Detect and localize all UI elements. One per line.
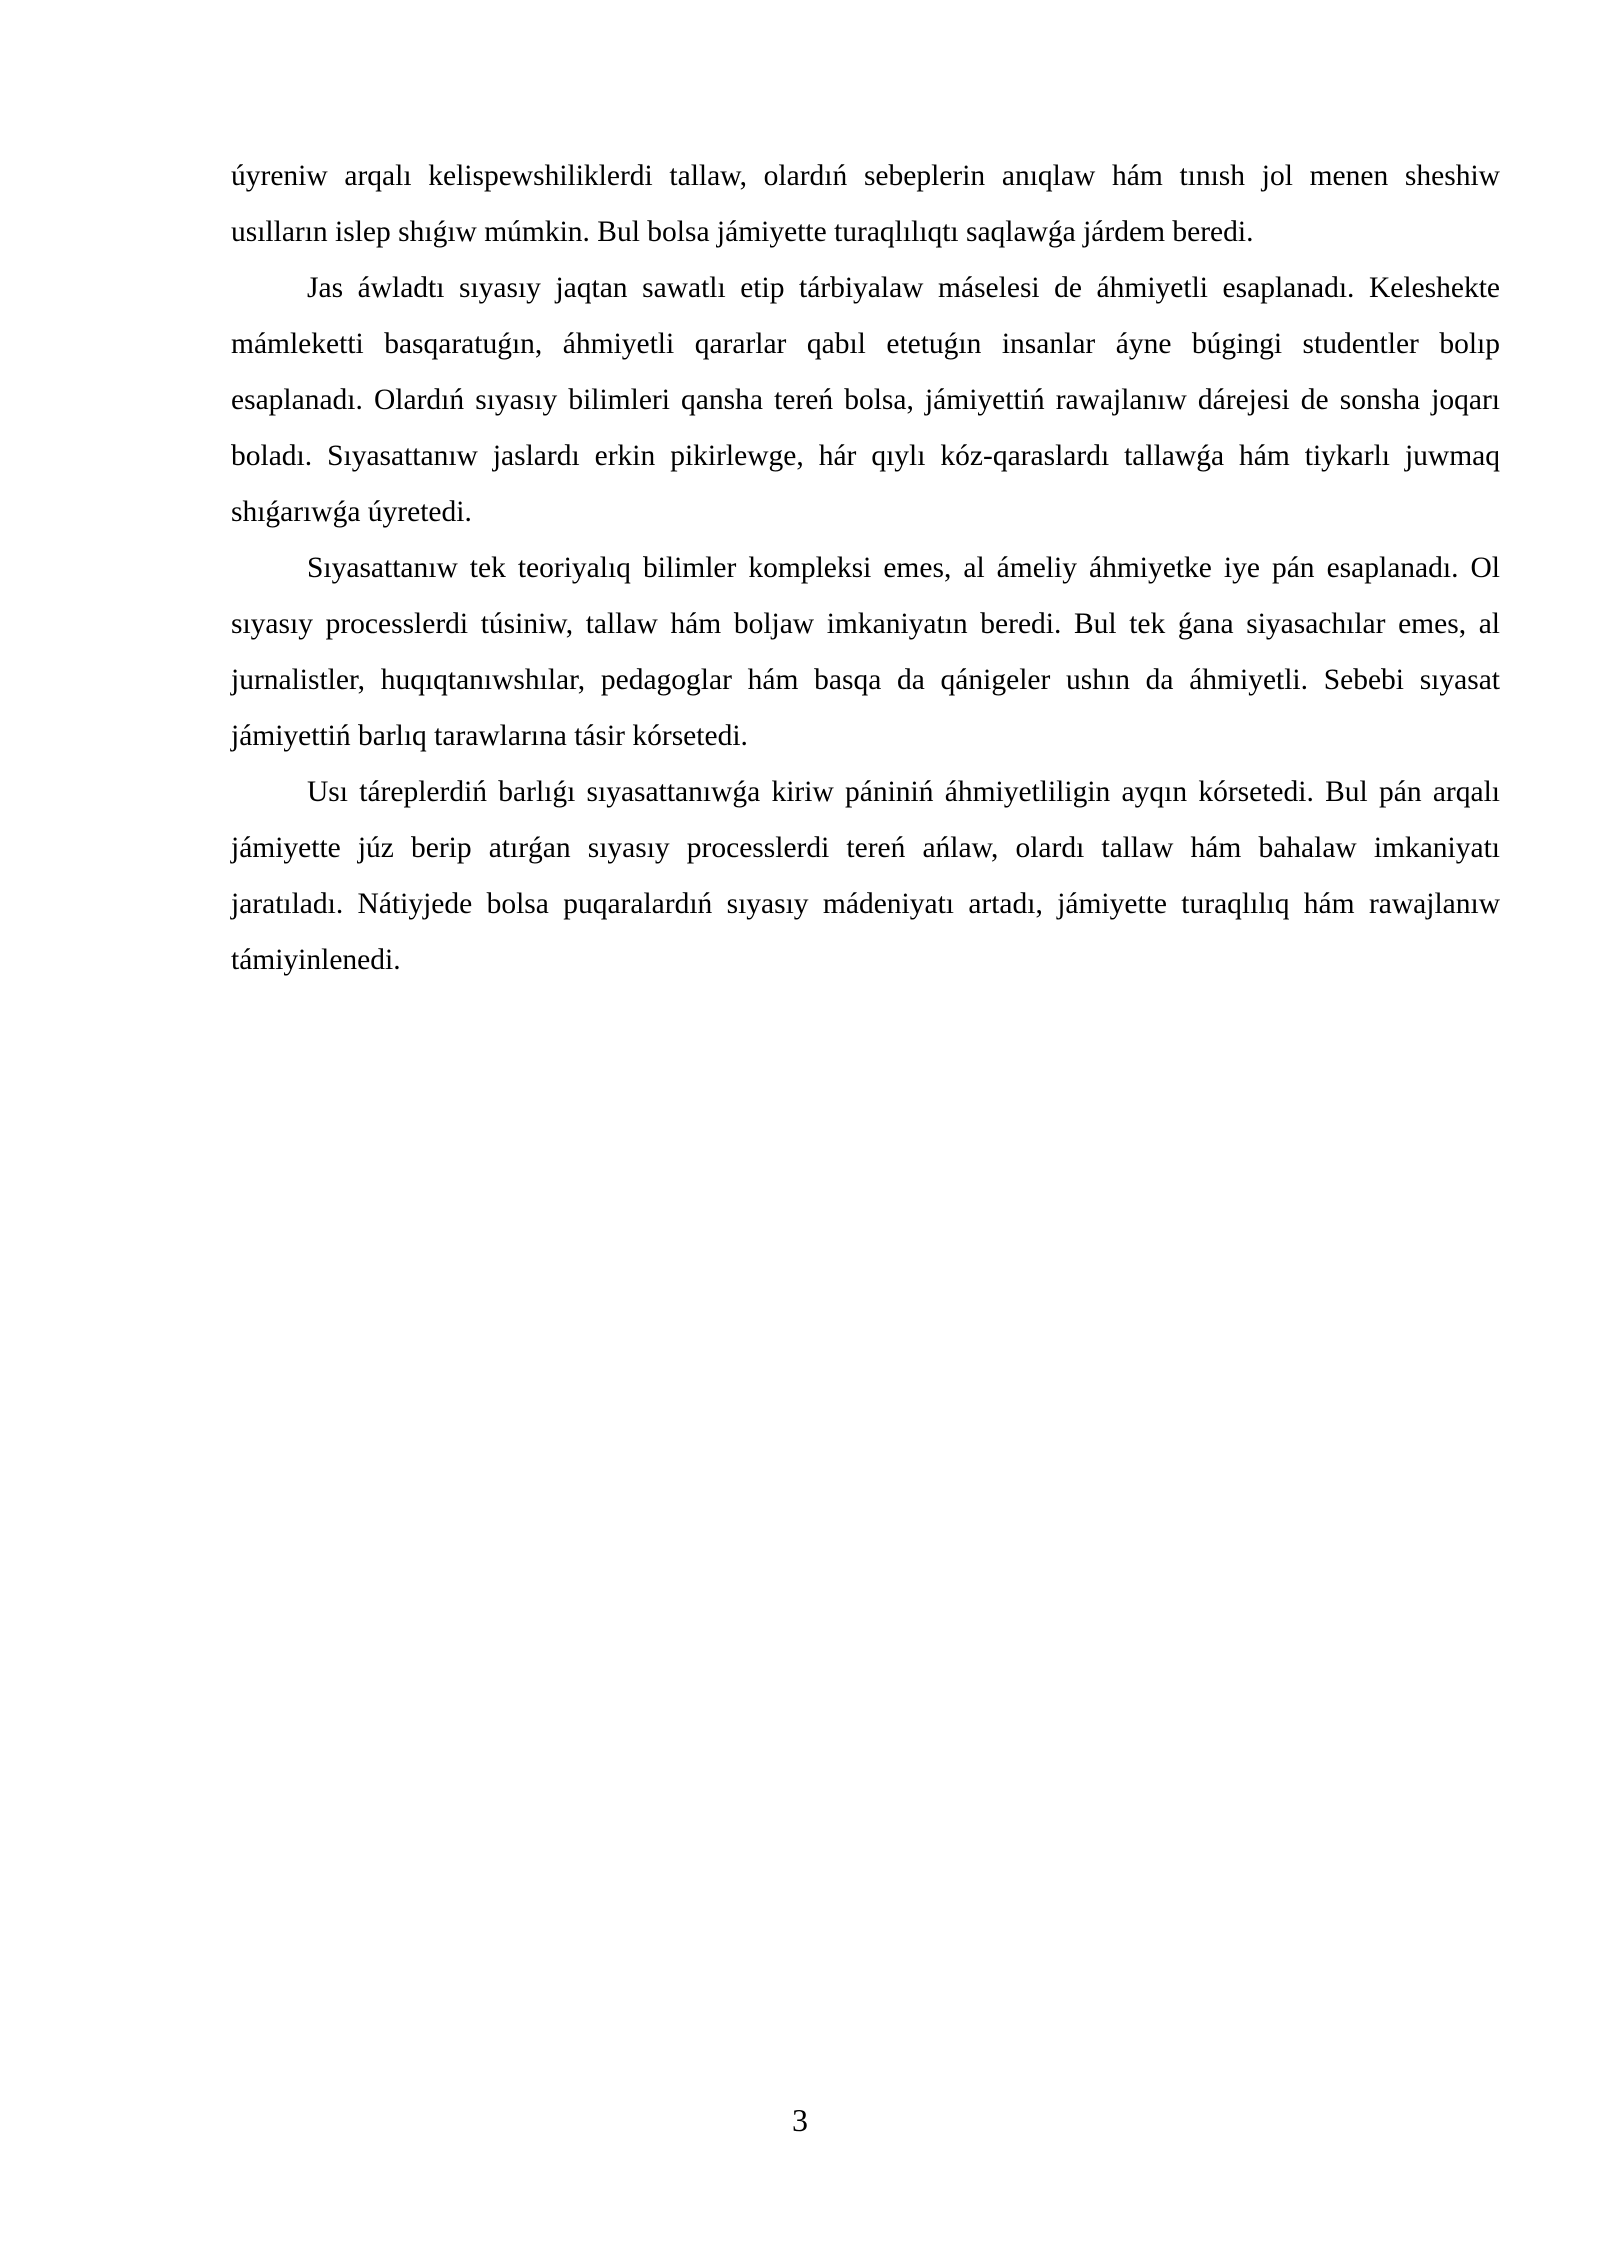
paragraph-1: úyreniw arqalı kelispewshiliklerdi tallaw, olardıń sebeplerin anıqlaw hám tınısh jol menen sheshiw usılların islep shıǵıw múmkin. Bul bolsa jámiyette turaqlılıqtı saqlawǵa járdem beredi. <box>231 160 1500 248</box>
paragraph-3: Sıyasattanıw tek teoriyalıq bilimler kompleksi emes, al ámeliy áhmiyetke iye pán esaplanadı. Ol sıyasıy processlerdi túsiniw, tallaw hám boljaw imkaniyatın beredi. Bul tek ǵana siyasachılar emes, al jurnalistler, huqıqtanıwshılar, pedagoglar hám basqa da qánigeler ushın da áhmiyetli. Sebebi sıyasat jámiyettiń barlıq tarawlarına tásir kórsetedi. <box>231 552 1500 752</box>
paragraph-4: Usı táreplerdiń barlıǵı sıyasattanıwǵa kiriw pániniń áhmiyetliligin ayqın kórsetedi. Bul pán arqalı jámiyette júz berip atırǵan sıyasıy processlerdi tereń ańlaw, olardı tallaw hám bahalaw imkaniyatı jaratıladı. Nátiyjede bolsa puqaralardıń sıyasıy mádeniyatı artadı, jámiyette turaqlılıq hám rawajlanıw támiyinlenedi. <box>231 776 1500 976</box>
document-body <box>231 148 1500 988</box>
paragraph-2: Jas áwladtı sıyasıy jaqtan sawatlı etip tárbiyalaw máselesi de áhmiyetli esaplanadı. Keleshekte mámleketti basqaratuǵın, áhmiyetli qararlar qabıl etetuǵın insanlar áyne búgingi studentler bolıp esaplanadı. Olardıń sıyasıy bilimleri qansha tereń bolsa, jámiyettiń rawajlanıw dárejesi de sonsha joqarı boladı. Sıyasattanıw jaslardı erkin pikirlewge, hár qıylı kóz-qaraslardı tallawǵa hám tiykarlı juwmaq shıǵarıwǵa úyretedi. <box>231 272 1500 528</box>
page-number: 3 <box>792 2102 808 2138</box>
